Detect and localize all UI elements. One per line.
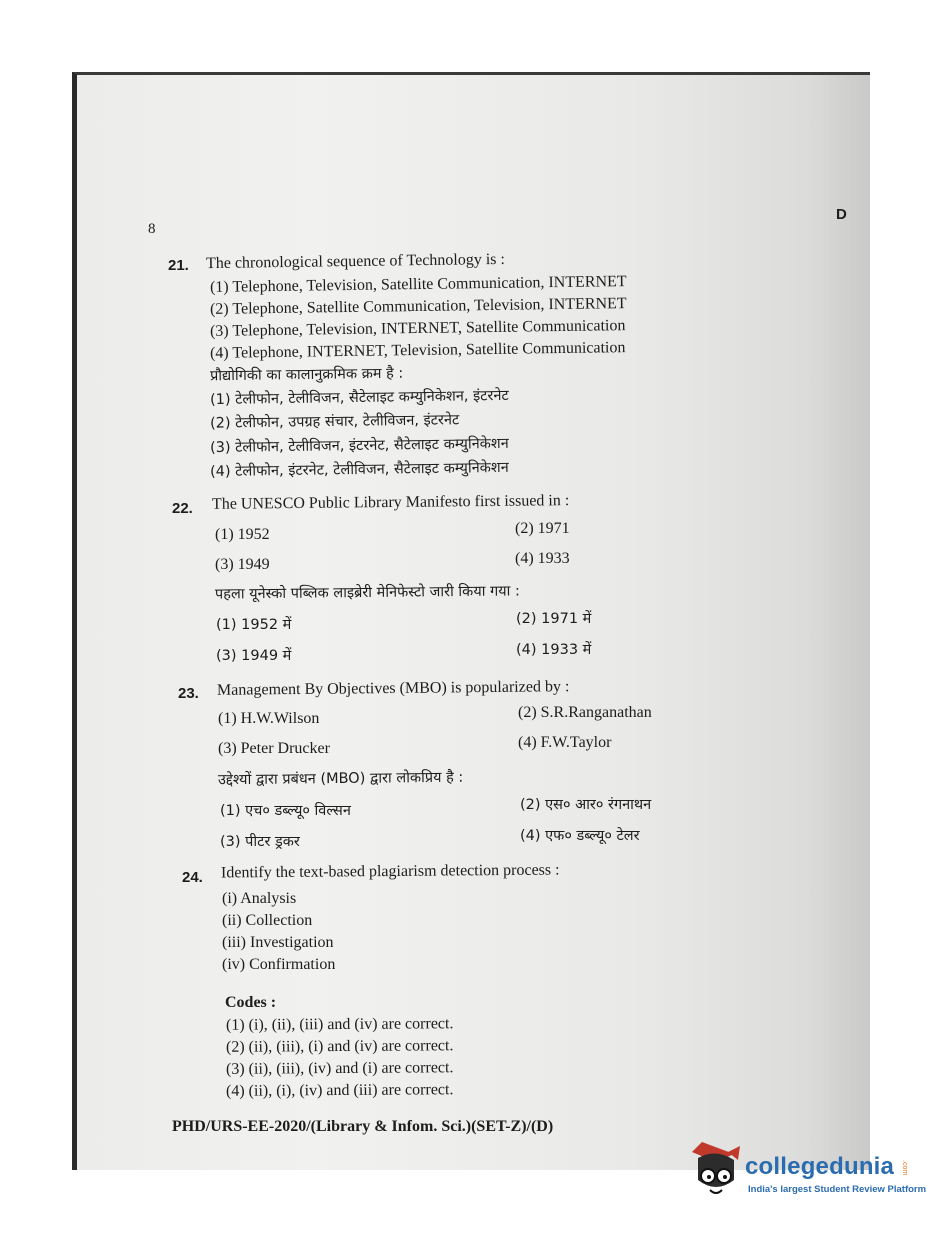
option-en-3: (3) 1949	[215, 556, 270, 573]
mascot-icon	[688, 1136, 744, 1200]
question-text: Management By Objectives (MBO) is popularized by :	[216, 678, 570, 699]
option-hi-3: (3) टेलीफोन, टेलीविजन, इंटरनेट, सैटेलाइट कम्युनिकेशन	[209, 435, 509, 457]
option-en-3: (3) Peter Drucker	[218, 740, 330, 757]
option-en-1: (1) 1952	[215, 526, 270, 543]
option-hi-1: (1) टेलीफोन, टेलीविजन, सैटेलाइट कम्युनिकेशन, इंटरनेट	[209, 387, 509, 409]
option-en-4: (4) F.W.Taylor	[518, 734, 612, 751]
option-hi-4: (4) एफ० डब्ल्यू० टेलर	[520, 828, 640, 844]
question-number: 21.	[168, 257, 189, 274]
code-option-4: (4) (ii), (i), (iv) and (iii) are correct.	[225, 1081, 454, 1100]
page-number: 8	[148, 221, 156, 237]
question-text: The chronological sequence of Technology is :	[205, 250, 506, 273]
question-number: 22.	[172, 500, 193, 517]
option-hi-2: (2) 1971 में	[516, 611, 592, 627]
option-en-1: (1) Telephone, Television, Satellite Communication, INTERNET	[209, 273, 627, 296]
question-text-hindi: प्रौद्योगिकी का कालानुक्रमिक क्रम है :	[209, 365, 404, 385]
scanned-page	[72, 72, 870, 1170]
brand-suffix: .com	[901, 1160, 908, 1176]
question-text: The UNESCO Public Library Manifesto first issued in :	[211, 492, 570, 513]
option-hi-3: (3) पीटर ड्रकर	[220, 834, 300, 850]
codes-label: Codes :	[225, 994, 277, 1011]
question-text-hindi: पहला यूनेस्को पब्लिक लाइब्रेरी मेनिफेस्टो जारी किया गया :	[214, 583, 520, 603]
brand-name: collegedunia	[745, 1153, 895, 1180]
option-hi-1: (1) 1952 में	[216, 617, 292, 633]
code-option-3: (3) (ii), (iii), (iv) and (i) are correct.	[225, 1059, 454, 1078]
option-en-2: (2) Telephone, Satellite Communication, Television, INTERNET	[209, 295, 627, 318]
code-option-1: (1) (i), (ii), (iii) and (iv) are correct.	[225, 1015, 454, 1034]
paper-footer: PHD/URS-EE-2020/(Library & Infom. Sci.)(SET-Z)/(D)	[172, 1118, 554, 1135]
option-en-4: (4) 1933	[515, 550, 570, 567]
option-en-3: (3) Telephone, Television, INTERNET, Satellite Communication	[209, 317, 626, 340]
code-option-2: (2) (ii), (iii), (i) and (iv) are correct.	[225, 1037, 454, 1056]
item-3: (iii) Investigation	[222, 934, 334, 951]
option-hi-4: (4) 1933 में	[516, 642, 592, 658]
item-2: (ii) Collection	[222, 912, 313, 929]
set-code: D	[836, 206, 847, 223]
option-hi-3: (3) 1949 में	[216, 648, 292, 664]
item-4: (iv) Confirmation	[222, 956, 336, 973]
option-en-2: (2) S.R.Ranganathan	[518, 704, 652, 721]
question-text-hindi: उद्देश्यों द्वारा प्रबंधन (MBO) द्वारा लोकप्रिय है :	[217, 769, 464, 789]
question-number: 23.	[178, 685, 199, 702]
option-en-4: (4) Telephone, INTERNET, Television, Satellite Communication	[209, 339, 626, 362]
option-hi-1: (1) एच० डब्ल्यू० विल्सन	[220, 803, 351, 819]
option-hi-2: (2) एस० आर० रंगनाथन	[520, 797, 652, 813]
option-hi-2: (2) टेलीफोन, उपग्रह संचार, टेलीविजन, इंटरनेट	[209, 412, 460, 432]
option-hi-4: (4) टेलीफोन, इंटरनेट, टेलीविजन, सैटेलाइट कम्युनिकेशन	[209, 459, 509, 481]
question-text: Identify the text-based plagiarism detection process :	[220, 861, 560, 882]
question-number: 24.	[182, 869, 203, 886]
option-en-2: (2) 1971	[515, 520, 570, 537]
brand-tagline: India's largest Student Review Platform	[748, 1184, 927, 1195]
option-en-1: (1) H.W.Wilson	[218, 710, 320, 727]
item-1: (i) Analysis	[222, 890, 297, 907]
